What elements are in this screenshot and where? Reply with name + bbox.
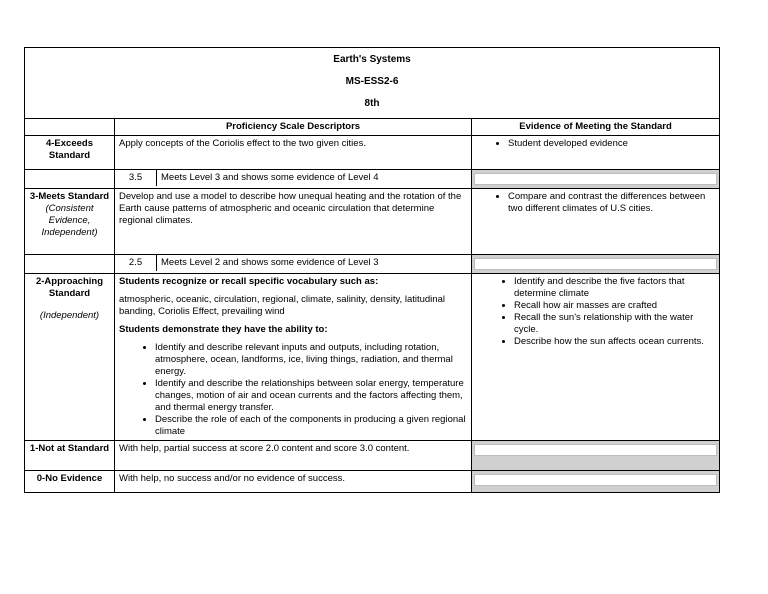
level-3-sublabel: (Consistent Evidence, Independent) [41, 203, 98, 238]
level-3-row [25, 189, 720, 255]
level-3-descriptor: Develop and use a model to describe how unequal heating and the rotation of the Earth cause patterns of atmospheric and oceanic circulation that determine regional climates. [115, 189, 472, 255]
level-2-ability-item: • Describe the role of each of the components in producing a given regional climate [155, 414, 467, 438]
level-1-label: 1-Not at Standard [25, 441, 115, 471]
level-3-5-evidence-box [474, 173, 717, 185]
level-2-evidence-item: • Identify and describe the five factors that determine climate [514, 276, 715, 300]
level-2-descriptor [115, 274, 472, 441]
column-header-blank [25, 119, 115, 136]
level-2-5-evidence-shaded [472, 255, 720, 274]
level-1-evidence-box [474, 444, 717, 456]
level-2-evidence-item: • Recall how air masses are crafted [514, 300, 715, 312]
level-2-label-cell [25, 274, 115, 441]
level-3-evidence [472, 189, 720, 255]
level-2-5-row [25, 255, 720, 274]
level-0-descriptor: With help, no success and/or no evidence of success. [115, 471, 472, 493]
level-1-descriptor: With help, partial success at score 2.0 content and score 3.0 content. [115, 441, 472, 471]
level-2-evidence-item: • Describe how the sun affects ocean currents. [514, 336, 715, 348]
level-2-ability-item: • Identify and describe the relationships between solar energy, temperature changes, motion of air and ocean currents and the factors affecting them, and thermal energy transfer. [155, 378, 467, 414]
level-2-5-number: 2.5 [115, 255, 157, 271]
level-2-5-evidence-box [474, 258, 717, 270]
level-3-label-cell [25, 189, 115, 255]
level-1-evidence-shaded [472, 441, 720, 471]
level-0-row [25, 471, 720, 493]
level-3-5-cell [115, 170, 472, 189]
level-2-sublabel: (Independent) [39, 310, 100, 321]
level-3-5-evidence-shaded [472, 170, 720, 189]
level-1-row [25, 441, 720, 471]
level-2-vocab-heading: Students recognize or recall specific vocabulary such as: [119, 276, 379, 287]
level-2-5-text: Meets Level 2 and shows some evidence of Level 3 [161, 257, 379, 268]
level-4-evidence [472, 136, 720, 170]
level-4-label: 4-Exceeds Standard [25, 136, 115, 170]
level-2-ability-list [119, 342, 467, 438]
level-2-ability-item: • Identify and describe relevant inputs and outputs, including rotation, atmosphere, ocean, landforms, ice, living things, radiation, and thermal energy. [155, 342, 467, 378]
level-4-evidence-item: • Student developed evidence [508, 138, 715, 150]
proficiency-scale-page [24, 47, 719, 493]
level-3-label: 3-Meets Standard [29, 191, 110, 202]
level-2-evidence [472, 274, 720, 441]
level-2-5-cell [115, 255, 472, 274]
level-0-evidence-shaded [472, 471, 720, 493]
column-header-descriptors: Proficiency Scale Descriptors [115, 119, 472, 136]
level-3-evidence-item: • Compare and contrast the differences between two different climates of U.S cities. [508, 191, 715, 215]
level-2-ability-heading: Students demonstrate they have the ability to: [119, 324, 328, 335]
level-2-vocab: atmospheric, oceanic, circulation, regional, climate, salinity, density, latitudinal banding, Coriolis Effect, prevailing wind [119, 294, 445, 317]
level-2-label: 2-Approaching Standard [35, 276, 104, 299]
document-title: Earth's Systems [333, 54, 411, 65]
level-4-row [25, 136, 720, 170]
column-header-row [25, 119, 720, 136]
level-2-evidence-item: • Recall the sun's relationship with the water cycle. [514, 312, 715, 336]
level-3-5-text: Meets Level 3 and shows some evidence of Level 4 [161, 172, 379, 183]
standard-code: MS-ESS2-6 [345, 76, 399, 87]
level-4-descriptor: Apply concepts of the Coriolis effect to the two given cities. [115, 136, 472, 170]
level-2-row [25, 274, 720, 441]
proficiency-scale-table [24, 47, 720, 493]
level-2-evidence-list [476, 276, 715, 348]
level-0-evidence-box [474, 474, 717, 486]
header-row [25, 48, 720, 119]
header-cell [25, 48, 720, 119]
level-3-5-number: 3.5 [115, 170, 157, 186]
grade-level: 8th [364, 98, 380, 109]
level-0-label: 0-No Evidence [25, 471, 115, 493]
level-3-5-row [25, 170, 720, 189]
level-2-5-blank [25, 255, 115, 274]
level-3-5-blank [25, 170, 115, 189]
column-header-evidence: Evidence of Meeting the Standard [472, 119, 720, 136]
